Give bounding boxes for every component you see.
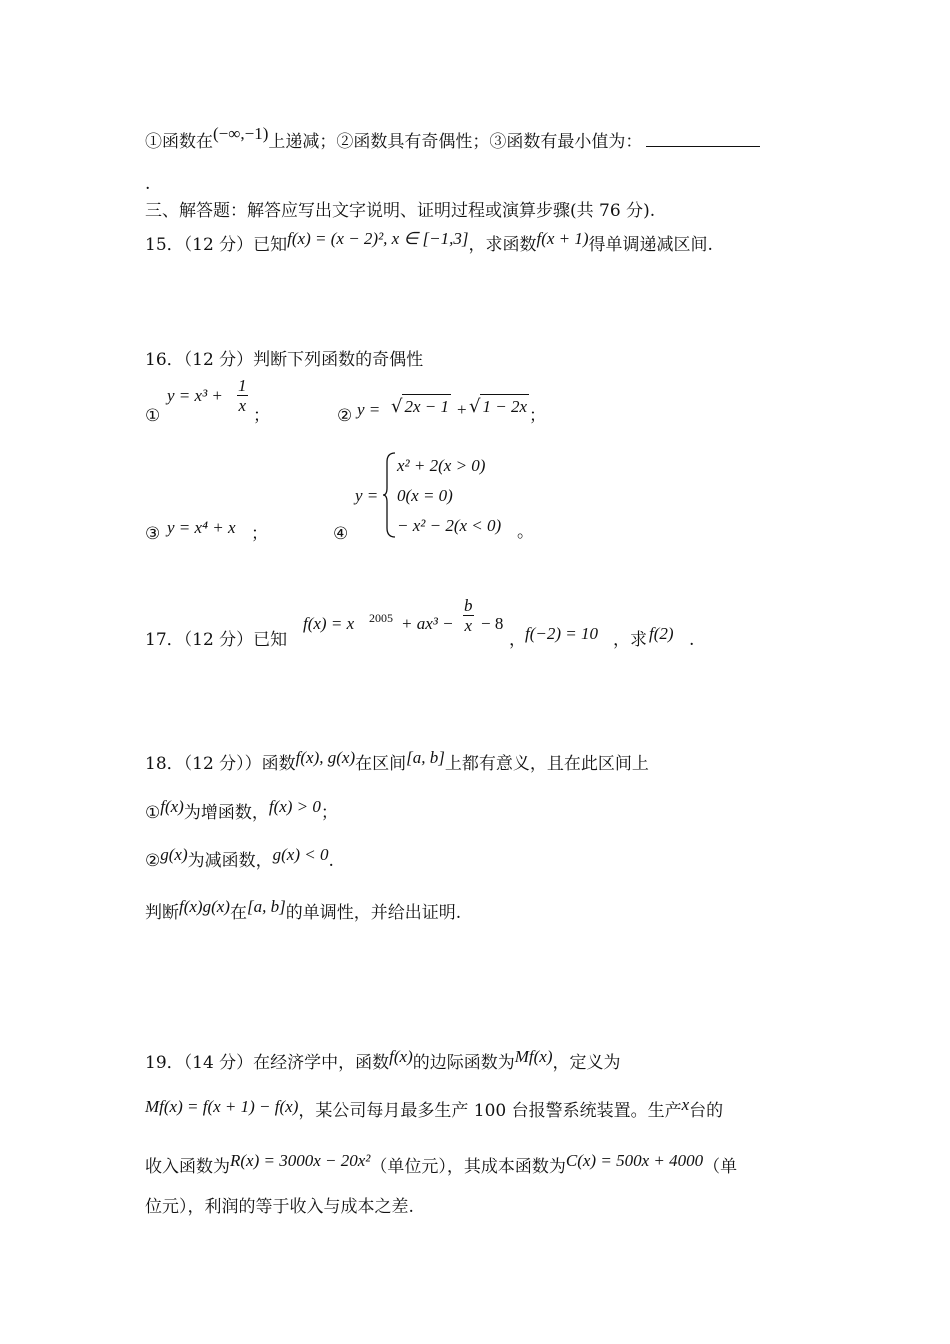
- period: .: [328, 851, 334, 871]
- properties-line: [145, 124, 760, 154]
- q15-expr: f(x) = (x − 2)², x ∈ [−1,3]: [287, 229, 469, 248]
- question-18-head: [145, 748, 649, 776]
- circled-one: ①: [145, 406, 161, 426]
- question-16-head: 16．（12 分）判断下列函数的奇偶性: [145, 350, 424, 370]
- question-19-line-2: [145, 1095, 724, 1123]
- semicolon: ；: [251, 524, 268, 544]
- interval-ab: [a, b]: [406, 748, 445, 767]
- q19-label: 19．（14 分）在经济学中，函数: [145, 1053, 390, 1073]
- text: ，定义为: [552, 1053, 621, 1073]
- f3-expr: y = x⁴ + x: [167, 518, 236, 537]
- stray-period: .: [145, 174, 151, 194]
- text: （单位元），其成本函数为: [370, 1157, 566, 1177]
- f1-fraction: [237, 376, 248, 415]
- f2-sqrt2: √ 1 − 2x: [469, 396, 528, 417]
- q17-condition: f(−2) = 10: [525, 624, 598, 643]
- text: 在: [229, 903, 247, 923]
- question-19-line-4: 位元），利润的等于收入与成本之差.: [145, 1197, 414, 1217]
- q18-cond-1: [145, 797, 338, 825]
- text: （单: [703, 1157, 738, 1177]
- text: 在区间: [355, 754, 407, 774]
- full-stop: 。: [517, 522, 534, 542]
- x-var: x: [681, 1095, 690, 1114]
- radicand: 2x − 1: [402, 394, 451, 419]
- radicand: 1 − 2x: [480, 394, 529, 419]
- fx-expr: f(x): [389, 1047, 413, 1066]
- text: 收入函数为: [145, 1157, 230, 1177]
- circled-three: ③: [145, 524, 161, 544]
- text: 上递减；②函数具有奇偶性；③函数有最小值为：: [268, 132, 643, 152]
- fg-expr: f(x), g(x): [295, 748, 356, 767]
- answer-blank: [646, 130, 760, 147]
- semicolon: ；: [529, 406, 546, 426]
- q18-ask: [145, 897, 462, 925]
- semicolon: ；: [320, 803, 338, 823]
- gneg-expr: g(x) < 0: [272, 845, 329, 864]
- question-15: [145, 229, 713, 257]
- text: ，求: [613, 630, 647, 650]
- text: ，某公司每月最多生产 100 台报警系统装置。生产: [298, 1101, 682, 1121]
- f1-numerator: 1: [238, 376, 247, 395]
- text: 的单调性，并给出证明.: [285, 903, 462, 923]
- piece-1: x² + 2(x > 0): [397, 456, 486, 475]
- f2-lhs: y =: [357, 400, 381, 419]
- interval-expr: (−∞,−1): [213, 124, 269, 143]
- q17-fraction: [463, 596, 474, 635]
- curly-brace-icon: [383, 452, 397, 538]
- q18-label: 18．（12 分））函数: [145, 754, 296, 774]
- f4-lhs: y =: [355, 486, 379, 505]
- f1-lhs: y = x³ +: [167, 386, 223, 405]
- question-19-line-1: [145, 1047, 621, 1075]
- f2-sqrt1: √ 2x − 1: [391, 396, 450, 417]
- text: 得单调递减区间.: [588, 235, 713, 255]
- cost-expr: C(x) = 500x + 4000: [565, 1151, 704, 1170]
- period: .: [689, 630, 695, 650]
- denominator: x: [464, 616, 473, 635]
- text: 台的: [689, 1101, 724, 1121]
- question-19-line-3: [145, 1151, 738, 1179]
- text: 的边际函数为: [412, 1053, 515, 1073]
- section-heading: 三、解答题：解答应写出文字说明、证明过程或演算步骤(共 76 分).: [145, 201, 656, 221]
- gx-expr: g(x): [160, 845, 188, 864]
- fx-expr: f(x): [160, 797, 184, 816]
- circled-one: ①: [145, 803, 161, 823]
- q17-f-lhs: f(x) = x: [303, 614, 355, 633]
- q18-cond-2: [145, 845, 334, 873]
- q17-f-mid: + ax³ −: [401, 614, 454, 633]
- piece-3: − x² − 2(x < 0): [397, 516, 502, 535]
- plus: +: [457, 400, 467, 419]
- semicolon: ；: [253, 406, 270, 426]
- interval-ab: [a, b]: [246, 897, 286, 916]
- q17-target: f(2): [649, 624, 674, 643]
- product-expr: f(x)g(x): [179, 897, 230, 916]
- circled-two: ②: [145, 851, 161, 871]
- numerator: b: [464, 596, 473, 615]
- text: 为减函数，: [187, 851, 273, 871]
- text: 函数在: [162, 132, 213, 152]
- revenue-expr: R(x) = 3000x − 20x²: [230, 1151, 371, 1170]
- q15-expr2: f(x + 1): [536, 229, 589, 248]
- mfx-expr: Mf(x): [514, 1047, 553, 1066]
- fpos-expr: f(x) > 0: [268, 797, 321, 816]
- circled-two: ②: [337, 406, 353, 426]
- exponent: 2005: [369, 611, 393, 625]
- circled-one: ①: [145, 132, 162, 152]
- marginal-definition: Mf(x) = f(x + 1) − f(x): [145, 1097, 299, 1116]
- text: ，求函数: [468, 235, 537, 255]
- text: 判断: [145, 903, 179, 923]
- text: 上都有意义，且在此区间上: [444, 754, 649, 774]
- q17-f-tail: − 8: [481, 614, 504, 633]
- q15-label: 15．（12 分）已知: [145, 235, 288, 255]
- f1-denominator: x: [238, 396, 247, 415]
- piece-2: 0(x = 0): [397, 486, 453, 505]
- circled-four: ④: [333, 524, 349, 544]
- text: 为增函数，: [183, 803, 269, 823]
- comma: ，: [509, 630, 526, 650]
- q17-label: 17．（12 分）已知: [145, 630, 288, 650]
